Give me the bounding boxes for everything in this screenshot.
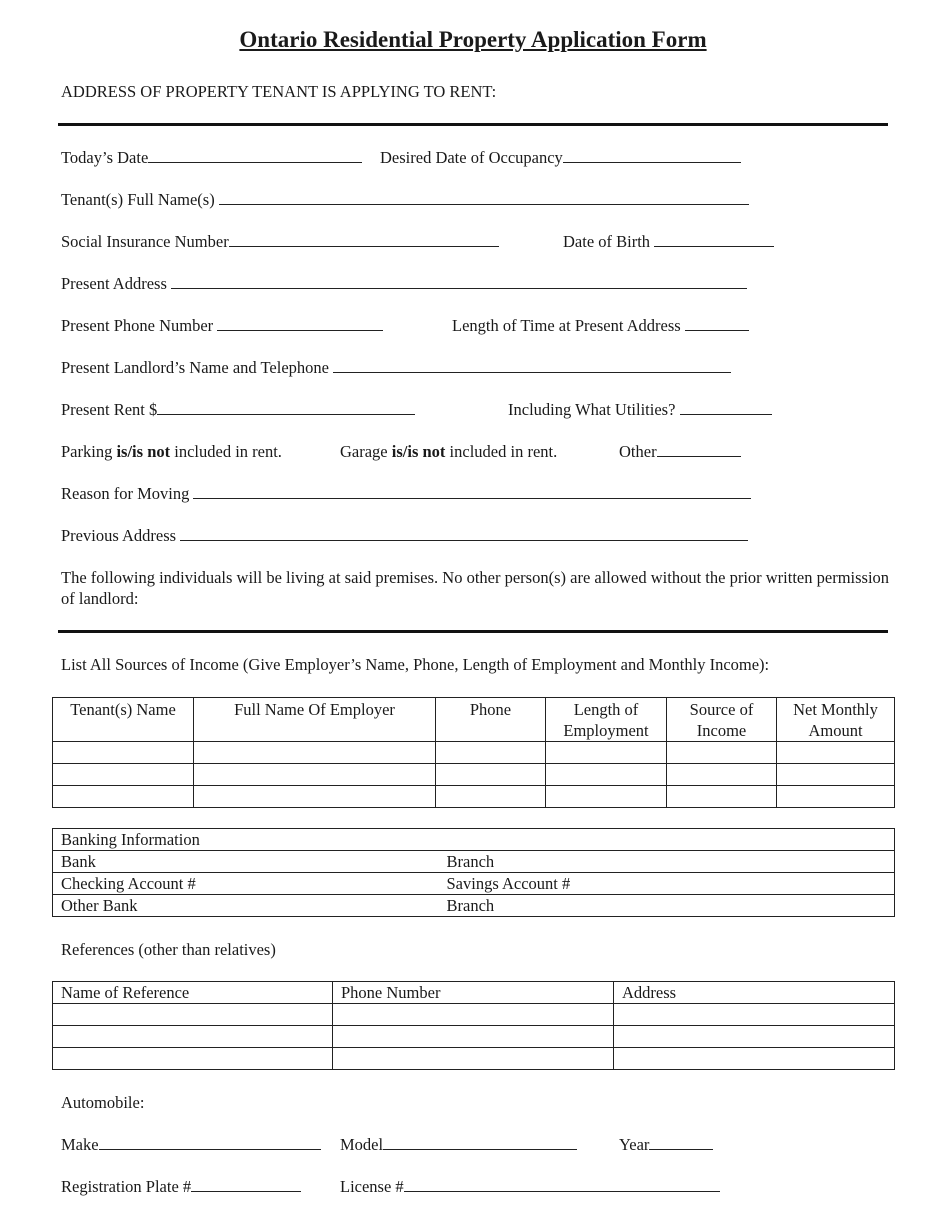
length-at-address-field [452, 316, 749, 336]
references-header-phone: Phone Number [333, 982, 614, 1004]
previous-address-label: Previous Address [61, 526, 177, 545]
garage-statement [340, 442, 557, 462]
tenant-names-input[interactable] [219, 190, 749, 205]
license-field [340, 1177, 720, 1197]
garage-label: Garage [340, 442, 388, 461]
references-header-address: Address [614, 982, 895, 1004]
occupants-line[interactable] [58, 630, 888, 633]
income-cell[interactable] [436, 764, 546, 786]
other-field [619, 442, 741, 462]
todays-date-label: Today’s Date [61, 148, 149, 167]
parking-label: Parking [61, 442, 113, 461]
table-row [53, 829, 895, 851]
income-header-employer: Full Name Of Employer [194, 698, 436, 742]
references-table [52, 981, 895, 1070]
income-header-phone: Phone [436, 698, 546, 742]
present-address-field [61, 274, 747, 294]
todays-date-field [61, 148, 362, 168]
dob-field [563, 232, 774, 252]
income-cell[interactable] [546, 764, 667, 786]
landlord-field [61, 358, 731, 378]
banking-table [52, 828, 895, 917]
make-field [61, 1135, 321, 1155]
savings-label: Savings Account # [446, 874, 571, 893]
reason-moving-input[interactable] [193, 484, 751, 499]
income-cell[interactable] [194, 742, 436, 764]
present-phone-input[interactable] [217, 316, 383, 331]
other-bank-cell[interactable] [53, 895, 439, 917]
table-row [53, 1004, 895, 1026]
length-at-address-label: Length of Time at Present Address [452, 316, 681, 335]
desired-date-field [380, 148, 741, 168]
table-row [53, 1048, 895, 1070]
year-field [619, 1135, 713, 1155]
other-bank-label: Other Bank [61, 896, 138, 915]
income-header-net: Net Monthly Amount [777, 698, 895, 742]
previous-address-field [61, 526, 748, 546]
reference-cell[interactable] [53, 1004, 333, 1026]
reference-cell[interactable] [333, 1004, 614, 1026]
parking-is-is-not[interactable]: is/is not [116, 442, 171, 461]
plate-input[interactable] [191, 1177, 301, 1192]
property-address-line[interactable] [58, 123, 888, 126]
income-header-length: Length of Employment [546, 698, 667, 742]
garage-is-is-not[interactable]: is/is not [391, 442, 446, 461]
plate-field [61, 1177, 301, 1197]
desired-date-input[interactable] [563, 148, 741, 163]
income-header-tenant: Tenant(s) Name [53, 698, 194, 742]
make-input[interactable] [99, 1135, 321, 1150]
income-cell[interactable] [546, 786, 667, 808]
license-input[interactable] [404, 1177, 720, 1192]
model-input[interactable] [383, 1135, 577, 1150]
tenant-names-label: Tenant(s) Full Name(s) [61, 190, 215, 209]
sin-input[interactable] [229, 232, 499, 247]
checking-cell[interactable] [53, 873, 439, 895]
landlord-input[interactable] [333, 358, 731, 373]
income-cell[interactable] [53, 764, 194, 786]
todays-date-input[interactable] [148, 148, 362, 163]
license-label: License # [340, 1177, 404, 1196]
income-cell[interactable] [53, 786, 194, 808]
checking-label: Checking Account # [61, 874, 196, 893]
model-field [340, 1135, 577, 1155]
desired-date-label: Desired Date of Occupancy [380, 148, 563, 167]
present-phone-field [61, 316, 383, 336]
table-row [53, 873, 895, 895]
reference-cell[interactable] [614, 1026, 895, 1048]
tenant-names-field [61, 190, 749, 210]
income-cell[interactable] [667, 764, 777, 786]
automobile-heading: Automobile: [61, 1093, 145, 1112]
year-input[interactable] [649, 1135, 713, 1150]
present-address-input[interactable] [171, 274, 747, 289]
make-label: Make [61, 1135, 99, 1154]
utilities-label: Including What Utilities? [508, 400, 676, 419]
income-cell[interactable] [777, 764, 895, 786]
branch-label: Branch [446, 852, 495, 871]
bank-label: Bank [61, 852, 96, 871]
branch-cell[interactable] [439, 851, 895, 873]
savings-cell[interactable] [439, 873, 895, 895]
present-rent-label: Present Rent $ [61, 400, 158, 419]
year-label: Year [619, 1135, 650, 1154]
reference-cell[interactable] [614, 1048, 895, 1070]
income-cell[interactable] [667, 742, 777, 764]
income-cell[interactable] [777, 786, 895, 808]
income-cell[interactable] [777, 742, 895, 764]
garage-included-label: included in rent. [449, 442, 558, 461]
income-header-source: Source of Income [667, 698, 777, 742]
income-cell[interactable] [194, 764, 436, 786]
present-phone-label: Present Phone Number [61, 316, 214, 335]
model-label: Model [340, 1135, 384, 1154]
income-cell[interactable] [194, 786, 436, 808]
references-header-row [53, 982, 895, 1004]
dob-label: Date of Birth [563, 232, 651, 251]
sin-label: Social Insurance Number [61, 232, 229, 251]
references-header-name: Name of Reference [53, 982, 333, 1004]
reference-cell[interactable] [53, 1048, 333, 1070]
reference-cell[interactable] [333, 1026, 614, 1048]
income-cell[interactable] [667, 786, 777, 808]
income-cell[interactable] [53, 742, 194, 764]
parking-statement [61, 442, 282, 462]
other-input[interactable] [657, 442, 741, 457]
present-rent-field [61, 400, 415, 420]
banking-header: Banking Information [53, 829, 895, 851]
table-row [53, 851, 895, 873]
utilities-input[interactable] [680, 400, 772, 415]
income-cell[interactable] [436, 786, 546, 808]
table-row [53, 742, 895, 764]
table-row [53, 895, 895, 917]
reference-cell[interactable] [333, 1048, 614, 1070]
table-row [53, 764, 895, 786]
form-title: Ontario Residential Property Application Form [239, 27, 707, 52]
plate-label: Registration Plate # [61, 1177, 192, 1196]
occupants-note: The following individuals will be living at said premises. No other person(s) are allowed without the prior written permission of landlord: [61, 568, 890, 608]
table-row [53, 786, 895, 808]
present-rent-input[interactable] [157, 400, 415, 415]
branch2-cell[interactable] [439, 895, 895, 917]
income-cell[interactable] [436, 742, 546, 764]
reference-cell[interactable] [53, 1026, 333, 1048]
income-intro: List All Sources of Income (Give Employer’s Name, Phone, Length of Employment and Monthly Income): [61, 655, 770, 674]
present-address-label: Present Address [61, 274, 167, 293]
previous-address-input[interactable] [180, 526, 748, 541]
reason-moving-label: Reason for Moving [61, 484, 190, 503]
parking-included-label: included in rent. [174, 442, 282, 461]
dob-input[interactable] [654, 232, 774, 247]
table-row [53, 1026, 895, 1048]
bank-cell[interactable] [53, 851, 439, 873]
utilities-field [508, 400, 772, 420]
sin-field [61, 232, 499, 252]
property-address-label: ADDRESS OF PROPERTY TENANT IS APPLYING TO RENT: [61, 82, 497, 101]
landlord-label: Present Landlord’s Name and Telephone [61, 358, 329, 377]
branch2-label: Branch [446, 896, 495, 915]
reference-cell[interactable] [614, 1004, 895, 1026]
length-at-address-input[interactable] [685, 316, 749, 331]
references-intro: References (other than relatives) [61, 940, 276, 959]
reason-moving-field [61, 484, 751, 504]
income-header-row [53, 698, 895, 742]
income-table [52, 697, 895, 808]
other-label: Other [619, 442, 657, 461]
income-cell[interactable] [546, 742, 667, 764]
